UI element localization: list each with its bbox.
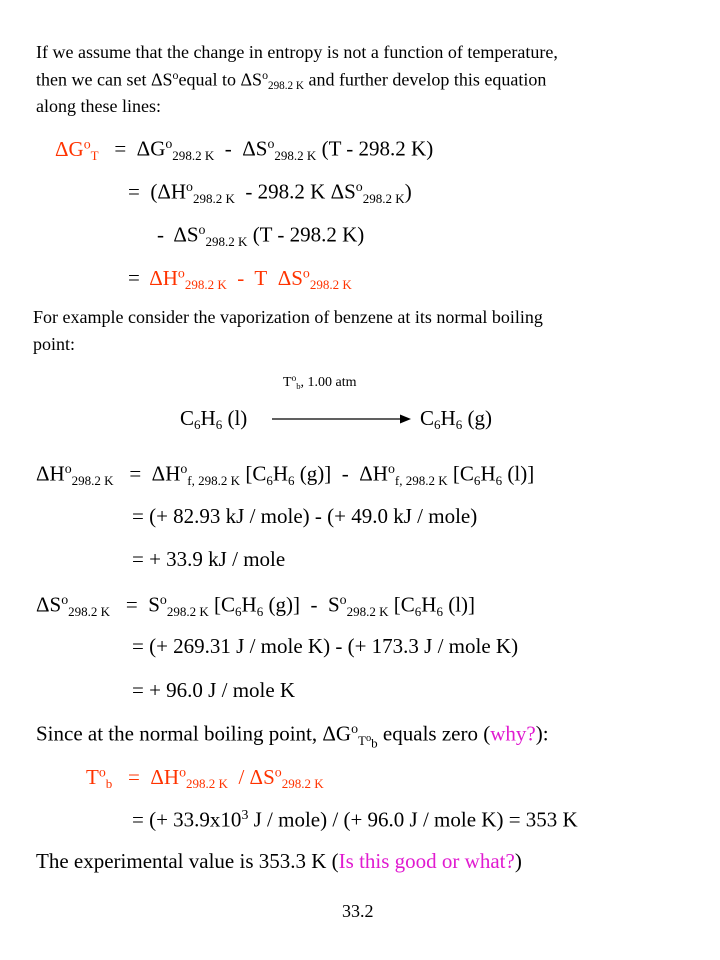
example-line-2: point: — [33, 334, 76, 354]
tb-line: $T^o_b$ = $\Delta H^o_{298.2 K} / \Delta S^o_{298.2 K}$ — [86, 764, 324, 791]
tb-calc-line: = (+ $33.9x10^3$ J / mole) / (+ 96.0 J / mole K) = 353 K — [132, 807, 578, 832]
entropy-line-3: = + 96.0 J / mole K — [132, 678, 296, 702]
reaction-arrow — [272, 413, 412, 425]
derivation-line-1: $\Delta G^o_T$ = $\Delta G^o_{298.2 K} - \Delta S^o_{298.2 K}$ (T - 298.2 K) — [55, 136, 434, 163]
since-line: Since at the normal boiling point, $\Delta G^o_{T^o_b}$ equals zero (why?): — [36, 721, 549, 751]
derivation-line-2: = ($\Delta H^o_{298.2 K} - 298.2$ K $\Delta S^o_{298.2 K}$) — [128, 179, 412, 206]
example-line-1: For example consider the vaporization of benzene at its normal boiling — [33, 307, 543, 327]
derivation-line-4: = $\Delta H^o_{298.2 K}$ - T $\Delta S^o_{298.2 K}$ — [128, 265, 352, 292]
good-or-what-link[interactable]: Is this good or what? — [338, 849, 515, 873]
intro-line-3: along these lines: — [36, 96, 161, 116]
arrow-label: $T^o_b$, 1.00 atm — [283, 373, 357, 391]
page-number: 33.2 — [342, 901, 374, 921]
intro-line-1: If we assume that the change in entropy is not a function of temperature, — [36, 42, 558, 62]
derivation-line-3: - $\Delta S^o_{298.2 K}$ (T - 298.2 K) — [157, 222, 365, 249]
enthalpy-line-3: = + 33.9 kJ / mole — [132, 547, 286, 571]
entropy-line-2: = (+ 269.31 J / mole K) - (+ 173.3 J / mole K) — [132, 634, 519, 658]
why-link[interactable]: why? — [490, 721, 536, 746]
enthalpy-line-2: = (+ 82.93 kJ / mole) - (+ 49.0 kJ / mole) — [132, 504, 478, 528]
entropy-line-1: $\Delta S^o_{298.2 K}$ = $S^o_{298.2 K}$ [$C_6H_6$ $(g)] - S^o_{298.2 K}$ [$C_6H_6$ (l)] — [36, 592, 476, 619]
enthalpy-line-1: $\Delta H^o_{298.2 K}$ = $\Delta H^o_{f, 298.2 K}$ [$C_6H_6$ $(g)] - \Delta H^o_{f, 298.2 K}$ [$C_6H_6$ (l)] — [36, 461, 535, 488]
product-benzene-gas: $C_6H_6$ (g) — [420, 406, 492, 433]
intro-line-2: then we can set $\Delta S^oequal$ to $\Delta S^o_{298.2 K}$ and further develop this equation — [36, 68, 547, 93]
experimental-line: The experimental value is 353.3 K (Is this good or what?) — [36, 849, 522, 873]
reactant-benzene-liquid: $C_6H_6$ (l) — [180, 406, 248, 433]
